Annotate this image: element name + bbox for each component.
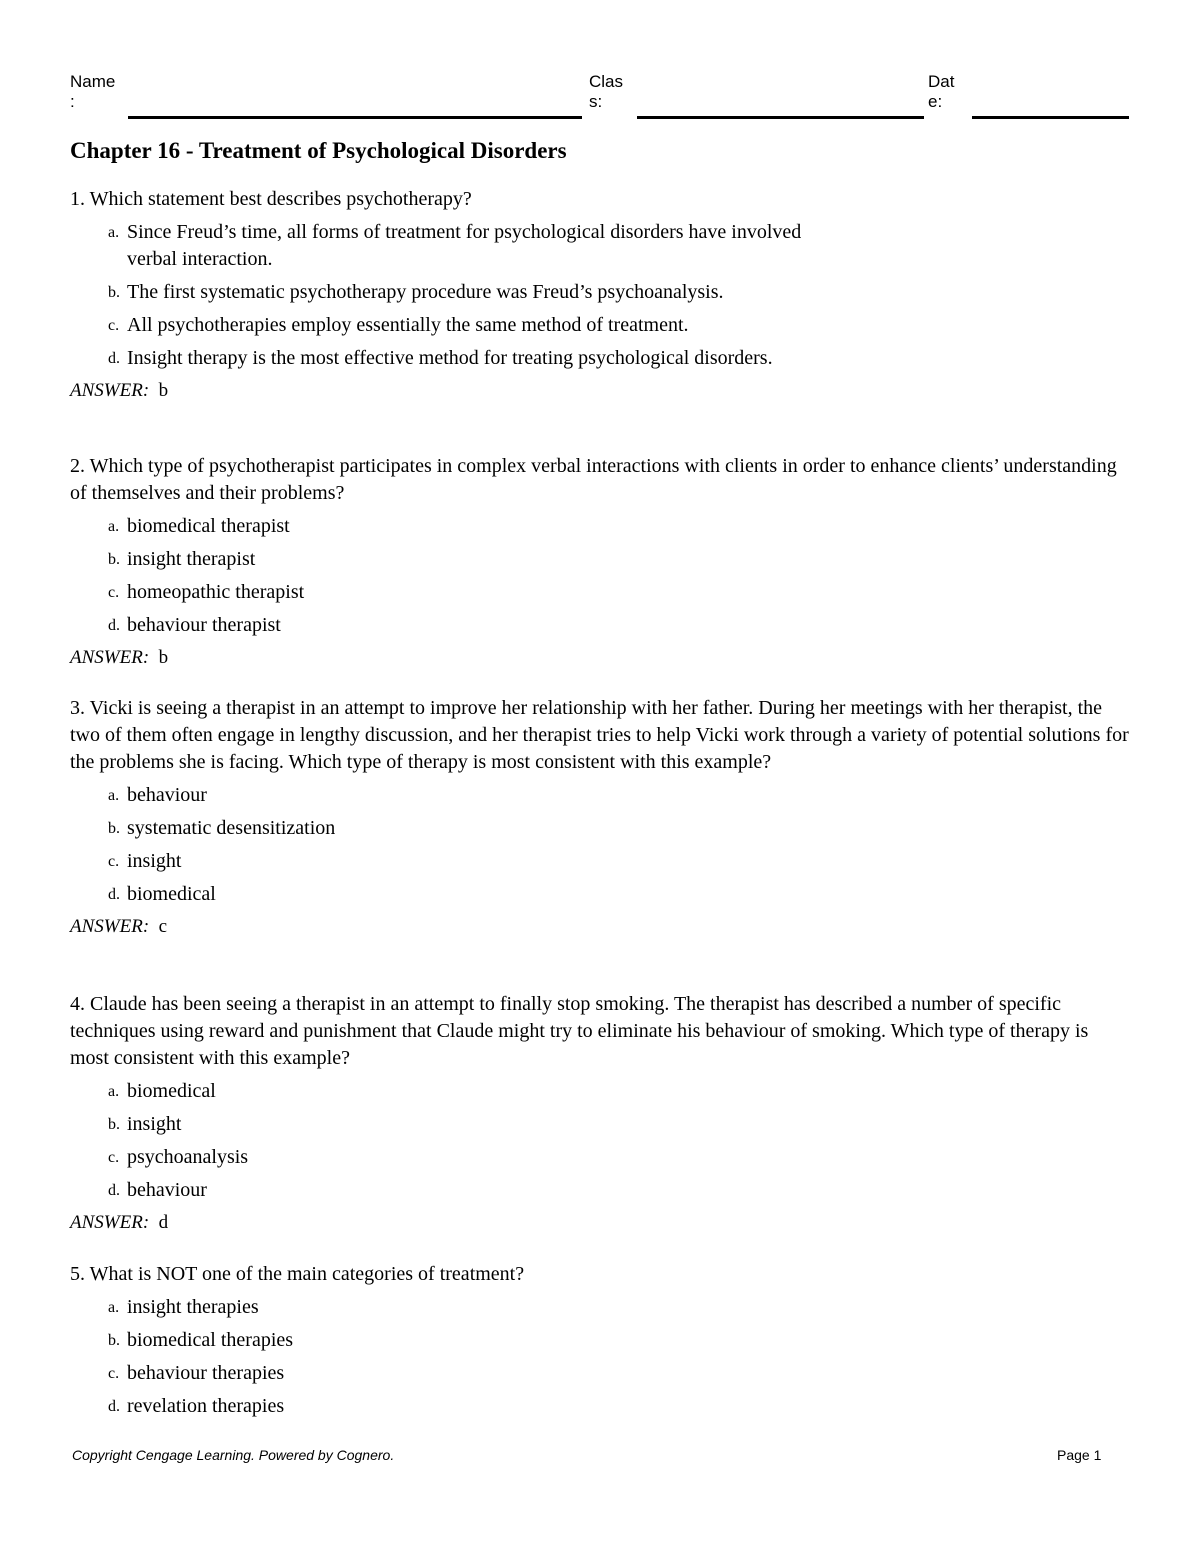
answer-value: b: [158, 380, 169, 401]
option-c[interactable]: c. behaviour therapies: [108, 1362, 285, 1384]
option-d[interactable]: d. behaviour: [108, 1179, 207, 1201]
footer-copyright: Copyright Cengage Learning. Powered by Cognero.: [72, 1447, 395, 1463]
option-b[interactable]: b. The first systematic psychotherapy procedure was Freud’s psychoanalysis.: [108, 281, 724, 303]
question-1: [70, 186, 1130, 404]
question-5: [70, 1261, 1130, 1420]
question-3: [70, 695, 1130, 940]
option-a[interactable]: a. insight therapies: [108, 1296, 259, 1318]
question-text: 3. Vicki is seeing a therapist in an attempt to improve her relationship with her father. During her meetings with her therapist, the two of them often engage in lengthy discussion, and her therapist tries to help Vicki work through a variety of potential solutions for the problems she is facing. Which type of therapy is most consistent with this example?: [70, 697, 1129, 773]
name-label: Name :: [70, 72, 116, 111]
answer-line: ANSWER: b: [70, 380, 169, 401]
class-field[interactable]: [637, 116, 924, 119]
name-field[interactable]: [128, 116, 582, 119]
answer-line: ANSWER: b: [70, 647, 169, 668]
option-d[interactable]: d. biomedical: [108, 883, 216, 905]
answer-line: ANSWER: d: [70, 1212, 169, 1233]
answer-line: ANSWER: c: [70, 916, 168, 937]
question-2: [70, 453, 1130, 671]
option-a[interactable]: a. Since Freud’s time, all forms of treatment for psychological disorders have involved verbal interaction.: [108, 221, 802, 270]
option-b[interactable]: b. biomedical therapies: [108, 1329, 294, 1351]
option-c[interactable]: c. All psychotherapies employ essentially the same method of treatment.: [108, 314, 689, 336]
option-a[interactable]: a. biomedical therapist: [108, 515, 290, 537]
option-c[interactable]: c. psychoanalysis: [108, 1146, 249, 1168]
option-c[interactable]: c. homeopathic therapist: [108, 581, 305, 603]
question-text: 2. Which type of psychotherapist participates in complex verbal interactions with clients in order to enhance clients’ understanding of themselves and their problems?: [70, 455, 1117, 504]
question-text: 5. What is NOT one of the main categories of treatment?: [70, 1263, 525, 1285]
date-label: Dat e:: [928, 72, 955, 111]
answer-value: c: [158, 916, 168, 937]
option-b[interactable]: b. systematic desensitization: [108, 817, 336, 839]
question-4: [70, 991, 1130, 1236]
answer-value: d: [158, 1212, 169, 1233]
option-b[interactable]: b. insight therapist: [108, 548, 256, 570]
question-text: 1. Which statement best describes psychotherapy?: [70, 188, 472, 210]
class-label: Clas s:: [589, 72, 624, 111]
option-a[interactable]: a. biomedical: [108, 1080, 216, 1102]
option-d[interactable]: d. revelation therapies: [108, 1395, 285, 1417]
option-d[interactable]: d. behaviour therapist: [108, 614, 281, 636]
page-title: Chapter 16 - Treatment of Psychological Disorders: [70, 138, 567, 163]
option-c[interactable]: c. insight: [108, 850, 182, 872]
question-text: 4. Claude has been seeing a therapist in an attempt to finally stop smoking. The therapist has described a number of specific techniques using reward and punishment that Claude might try to eliminate his behaviour of smoking. Which type of therapy is most consistent with this example?: [70, 993, 1089, 1069]
date-field[interactable]: [972, 116, 1129, 119]
option-a[interactable]: a. behaviour: [108, 784, 207, 806]
answer-value: b: [158, 647, 169, 668]
footer-page-number: Page 1: [1057, 1447, 1102, 1463]
option-b[interactable]: b. insight: [108, 1113, 182, 1135]
option-d[interactable]: d. Insight therapy is the most effective method for treating psychological disorders.: [108, 347, 773, 369]
